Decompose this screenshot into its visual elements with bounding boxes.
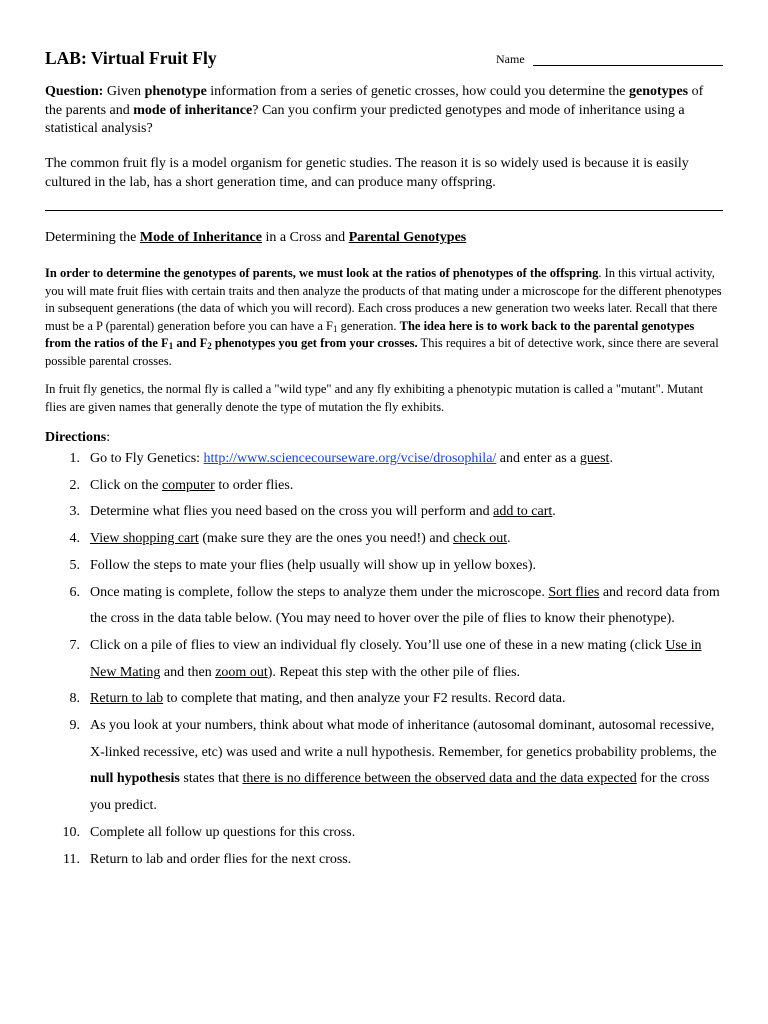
name-line bbox=[533, 65, 723, 66]
step-number: 2. bbox=[69, 477, 80, 493]
step-text: and then bbox=[160, 664, 216, 680]
list-item bbox=[45, 686, 723, 713]
heading-text: Determining the bbox=[45, 230, 140, 245]
step-text: Determine what flies you need based on the cross you will perform and bbox=[90, 504, 494, 520]
step-text: ). Repeat this step with the other pile of flies. bbox=[267, 664, 521, 680]
intro-paragraph: The common fruit fly is a model organism for genetic studies. The reason it is so widely used is because it is easily cultured in the lab, has a short generation time, and can produce many offspring. bbox=[45, 156, 689, 190]
list-item bbox=[45, 633, 723, 686]
question-bold-genotypes: genotypes bbox=[629, 84, 689, 99]
subscript-1: 1 bbox=[168, 341, 174, 351]
step-underlined: guest bbox=[579, 451, 610, 466]
heading-parental-genotypes: Parental Genotypes bbox=[348, 230, 467, 245]
step-bold: null hypothesis bbox=[90, 771, 180, 787]
directions-label bbox=[45, 430, 110, 446]
title-row bbox=[45, 48, 723, 72]
subscript-1: 1 bbox=[332, 323, 338, 334]
step-text: . bbox=[609, 451, 613, 466]
step-text: and record data from the cross in the data table below. (You may need to hover over the pile of flies to know their phenotype). bbox=[90, 584, 720, 627]
para1-bold: and F bbox=[173, 336, 208, 350]
section-heading bbox=[45, 230, 466, 246]
question-bold-phenotype: phenotype bbox=[144, 84, 207, 99]
fly-genetics-link[interactable]: http://www.sciencecourseware.org/vcise/drosophila/ bbox=[203, 451, 497, 466]
list-item bbox=[45, 820, 723, 847]
step-underlined: Return to lab bbox=[90, 691, 164, 707]
step-number: 7. bbox=[69, 637, 80, 653]
step-text: Once mating is complete, follow the steps to analyze them under the microscope. bbox=[90, 584, 549, 600]
list-item bbox=[45, 713, 723, 820]
heading-mode-of-inheritance: Mode of Inheritance bbox=[139, 230, 262, 245]
list-item bbox=[45, 847, 723, 874]
list-item bbox=[45, 499, 723, 526]
step-underlined: zoom out bbox=[215, 664, 268, 680]
para1-text: This requires a bit of detective work, since there are several possible parental crosses. bbox=[45, 336, 719, 368]
step-number: 4. bbox=[69, 531, 80, 547]
step-underlined: Sort flies bbox=[548, 584, 600, 600]
step-number: 11. bbox=[63, 851, 80, 867]
paragraph-genotype-ratios bbox=[45, 265, 723, 370]
step-underlined: View shopping cart bbox=[90, 531, 199, 547]
list-item bbox=[45, 526, 723, 553]
step-underlined: there is no difference between the observed data and the data expected bbox=[242, 771, 637, 787]
step-text: Complete all follow up questions for this cross. bbox=[90, 824, 356, 840]
step-number: 1. bbox=[69, 451, 80, 466]
name-label: Name bbox=[496, 52, 525, 66]
step-number: 5. bbox=[69, 557, 80, 573]
question-text: Given bbox=[103, 84, 145, 99]
step-number: 6. bbox=[69, 584, 80, 600]
para1-text: . In this virtual activity, you will mate fruit flies with certain traits and then analyze the products of that mating under a microscope for the different phenotypes in subsequent generations (the data of which you will record). Each cross produces a new generation two weeks later. Recall that there must be a P (parental) generation before you can have a F bbox=[45, 266, 722, 333]
list-item bbox=[45, 580, 723, 633]
step-text: to complete that mating, and then analyze your F2 results. Record data. bbox=[163, 691, 566, 707]
horizontal-divider bbox=[45, 210, 723, 211]
step-text: to order flies. bbox=[214, 477, 294, 493]
paragraph-wild-type: In fruit fly genetics, the normal fly is called a "wild type" and any fly exhibiting a phenotypic mutation is called a "mutant". Mutant flies are given names that generally denote the type of mutation the fly exhibits. bbox=[45, 382, 704, 414]
step-underlined: Use in New Mating bbox=[90, 637, 702, 680]
step-text: Follow the steps to mate your flies (help usually will show up in yellow boxes). bbox=[90, 557, 537, 573]
step-underlined: check out bbox=[453, 531, 508, 547]
list-item bbox=[45, 446, 723, 473]
step-text: Click on a pile of flies to view an individual fly closely. You’ll use one of these in a new mating (click bbox=[90, 637, 666, 653]
step-number: 9. bbox=[69, 718, 80, 734]
step-number: 3. bbox=[69, 504, 80, 520]
step-text: Go to Fly Genetics: bbox=[90, 451, 204, 466]
step-text: for the cross you predict. bbox=[90, 771, 710, 814]
step-text: Return to lab and order flies for the next cross. bbox=[90, 851, 352, 867]
question-bold-mode: mode of inheritance bbox=[133, 102, 253, 118]
para1-text: generation. bbox=[337, 318, 400, 333]
question-label: Question: bbox=[45, 84, 104, 99]
heading-text: in a Cross and bbox=[261, 230, 349, 245]
step-text: (make sure they are the ones you need!) and bbox=[198, 531, 454, 547]
para1-bold: phenotypes you get from your crosses. bbox=[211, 336, 418, 350]
step-text: . bbox=[552, 504, 556, 520]
list-item bbox=[45, 473, 723, 500]
step-number: 8. bbox=[69, 691, 80, 707]
subscript-2: 2 bbox=[207, 341, 212, 351]
question-text: of the parents and bbox=[45, 84, 704, 118]
directions-colon: : bbox=[106, 430, 111, 445]
question-text: information from a series of genetic crosses, how could you determine the bbox=[206, 84, 630, 99]
step-number: 10. bbox=[62, 824, 80, 840]
list-item bbox=[45, 553, 723, 580]
para1-bold: In order to determine the genotypes of parents, we must look at the ratios of phenotypes of the offspring bbox=[45, 266, 599, 280]
step-underlined: computer bbox=[161, 477, 215, 493]
directions-list bbox=[45, 446, 723, 873]
step-text: As you look at your numbers, think about what mode of inheritance (autosomal dominant, autosomal recessive, X-linked recessive, etc) was used and write a null hypothesis. Remember, for genetics probability problems, the bbox=[90, 718, 717, 760]
step-text: . bbox=[507, 531, 511, 547]
question-text: ? Can you confirm your predicted genotypes and mode of inheritance using a statistical analysis? bbox=[45, 102, 685, 136]
step-text: and enter as a bbox=[496, 451, 580, 466]
para1-bold: The idea here is to work back to the parental genotypes from the ratios of the F bbox=[45, 318, 695, 350]
page-title: LAB: Virtual Fruit Fly bbox=[45, 48, 217, 68]
step-text: Click on the bbox=[90, 477, 162, 493]
step-underlined: add to cart bbox=[493, 504, 553, 520]
directions-label-text: Directions bbox=[45, 430, 107, 445]
step-text: states that bbox=[179, 771, 243, 787]
question-paragraph bbox=[45, 83, 723, 139]
